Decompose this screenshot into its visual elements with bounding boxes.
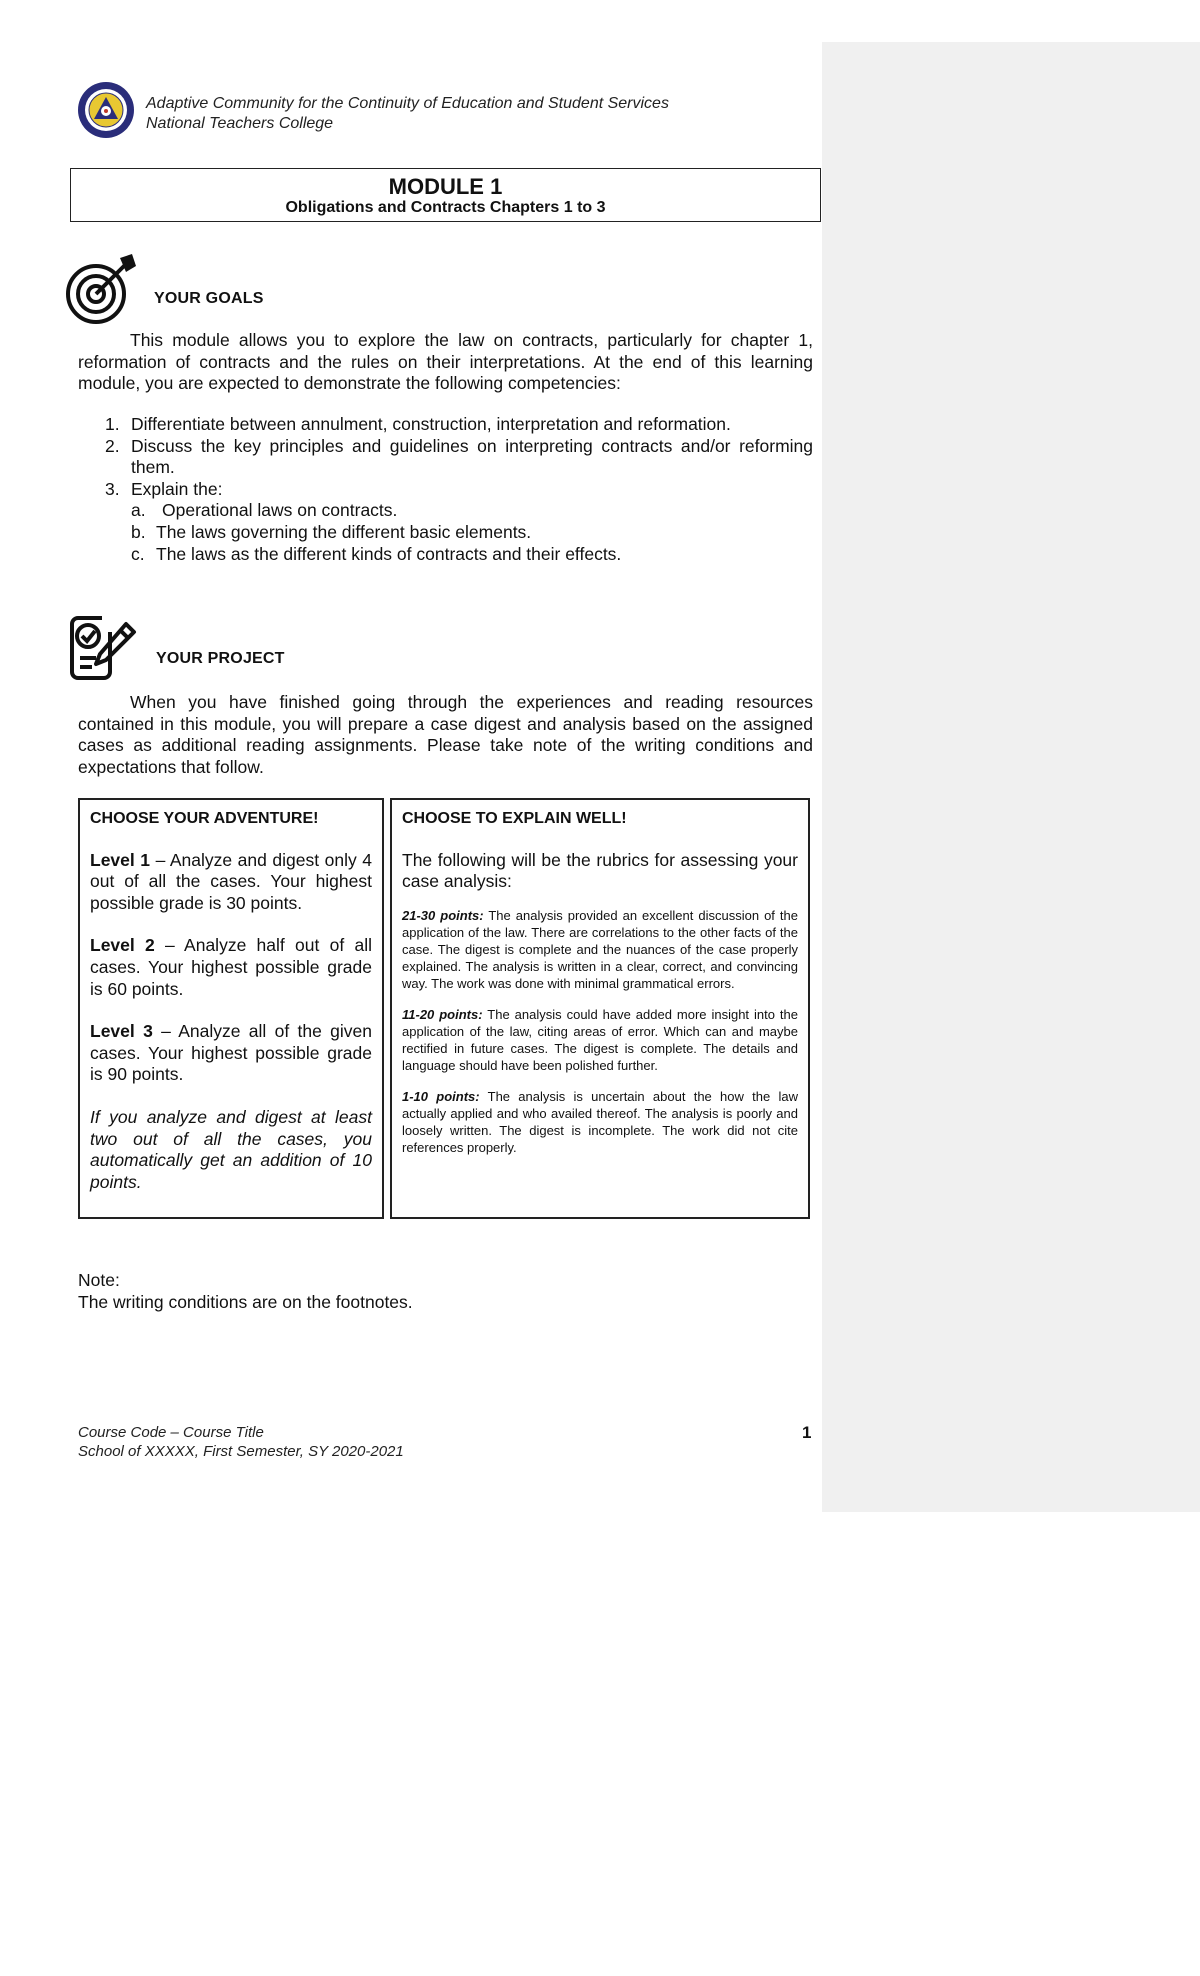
rubric-item: 1-10 points: The analysis is uncertain about the how the law actually applied and who availed thereof. The analysis is poorly and loosely written. The digest is incomplete. The work did not cite references properly. [402, 1088, 798, 1155]
note [78, 1270, 413, 1313]
footer-school: School of XXXXX, First Semester, SY 2020-2021 [78, 1443, 404, 1460]
college-seal-logo [76, 80, 136, 140]
rubrics-box [390, 798, 810, 1219]
sub-list [131, 500, 813, 565]
goals-list [88, 414, 813, 565]
list-item: a. Operational laws on contracts. [131, 500, 398, 521]
adventure-title: CHOOSE YOUR ADVENTURE! [90, 810, 319, 827]
list-item: 2. Discuss the key principles and guidelines on interpreting contracts and/or reforming them. [105, 435, 813, 478]
rubric-item: 11-20 points: The analysis could have added more insight into the application of the law, citing areas of error. Which can and maybe rectified in future cases. The digest is complete. The details and language should have been polished further. [402, 1006, 798, 1073]
project-intro: When you have finished going through the experiences and reading resources contained in this module, you will prepare a case digest and analysis based on the assigned cases as additional reading assignments. Please take note of the writing conditions and expectations that follow. [78, 692, 813, 777]
page-number: 1 [802, 1423, 812, 1442]
module-title: MODULE 1 [388, 174, 503, 199]
module-title-box [70, 168, 821, 222]
header-line-1: Adaptive Community for the Continuity of Education and Student Services [146, 95, 669, 112]
list-item: c. The laws as the different kinds of contracts and their effects. [131, 543, 622, 564]
level-3: Level 3 – Analyze all of the given cases. Your highest possible grade is 90 points. [90, 1021, 372, 1085]
target-icon [66, 252, 138, 324]
page-footer [78, 1423, 404, 1461]
list-item: 3. Explain the: a. Operational laws on contracts. b. The laws governing the different basic elements. c. The laws as the different kinds of contracts and their effects. [88, 479, 813, 565]
adventure-box [78, 798, 384, 1219]
note-label: Note: [78, 1270, 120, 1290]
bonus-note: If you analyze and digest at least two out of all the cases, you automatically get an addition of 10 points. [90, 1106, 372, 1192]
header-line-2: National Teachers College [146, 115, 334, 132]
rubrics-list [402, 907, 798, 1156]
page-header [76, 80, 776, 144]
footer-course: Course Code – Course Title [78, 1424, 264, 1441]
checklist-pencil-icon [66, 612, 138, 684]
project-heading: YOUR PROJECT [156, 650, 285, 667]
level-1: Level 1 – Analyze and digest only 4 out of all the cases. Your highest possible grade is 30 points. [90, 849, 372, 913]
comment-margin [822, 42, 1200, 1512]
rubric-item: 21-30 points: The analysis provided an excellent discussion of the application of the law. There are correlations to the other facts of the case. The digest is complete and the nuances of the case properly explained. The analysis is written in a clear, correct, and convincing way. The work was done with minimal grammatical errors. [402, 907, 798, 991]
rubrics-intro: The following will be the rubrics for assessing your case analysis: [402, 849, 798, 892]
rubrics-title: CHOOSE TO EXPLAIN WELL! [402, 810, 627, 827]
list-item: 1. Differentiate between annulment, construction, interpretation and reformation. [105, 414, 731, 434]
level-2: Level 2 – Analyze half out of all cases. Your highest possible grade is 60 points. [90, 935, 372, 999]
goals-intro: This module allows you to explore the law on contracts, particularly for chapter 1, reformation of contracts and the rules on their interpretations. At the end of this learning module, you are expected to demonstrate the following competencies: [78, 330, 813, 394]
list-item: b. The laws governing the different basic elements. [131, 521, 532, 542]
module-subtitle: Obligations and Contracts Chapters 1 to 3 [285, 199, 606, 216]
goals-heading: YOUR GOALS [154, 290, 264, 307]
note-text: The writing conditions are on the footnotes. [78, 1291, 413, 1312]
